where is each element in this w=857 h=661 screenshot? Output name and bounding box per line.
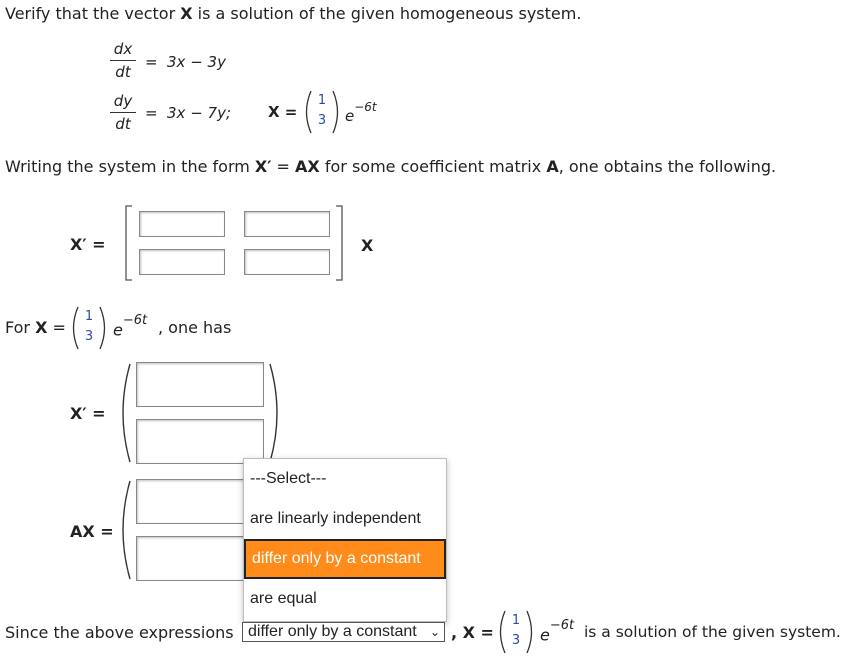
writing-xprime: X′	[254, 157, 272, 176]
conclusion-x	[451, 623, 494, 642]
for-suffix: , one has	[158, 318, 232, 337]
for-vector-entry-1: 1	[84, 309, 94, 324]
system-vector	[303, 89, 343, 135]
system-x-label: X =	[268, 103, 298, 121]
for-prefix: For	[5, 318, 36, 337]
dropdown-option-select[interactable]: ---Select---	[250, 470, 327, 487]
for-exp-power: −6t	[122, 313, 148, 328]
dt-denominator-2: dt	[115, 115, 131, 133]
conclusion-post: is a solution of the given system.	[584, 623, 841, 641]
writing-pre: Writing the system in the form	[5, 157, 255, 176]
matrix-a21-input[interactable]	[139, 249, 225, 275]
conclusion-x-text: , X =	[451, 623, 494, 642]
conclusion-pre: Since the above expressions	[5, 623, 234, 642]
matrix-a22-input[interactable]	[244, 249, 330, 275]
dy-dt-fraction	[110, 92, 136, 133]
conclusion-select[interactable]	[242, 622, 445, 642]
for-eq: =	[47, 318, 66, 337]
ax-label: AX =	[70, 522, 114, 541]
dy-numerator: dy	[113, 92, 133, 110]
writing-post: , one obtains the following.	[558, 157, 777, 176]
conclusion-vector	[497, 609, 537, 655]
matrix-a11-input[interactable]	[139, 211, 225, 237]
ax-entry-2-input[interactable]	[136, 536, 244, 581]
eq1-rhs: 3x − 3y	[167, 53, 226, 71]
select-current-value: differ only by a constant	[248, 623, 417, 640]
exp-base: e	[345, 107, 355, 125]
for-x-label	[5, 318, 66, 337]
writing-a: A	[546, 157, 559, 176]
eq2-equals: =	[145, 104, 158, 122]
ax-left-paren-icon	[118, 479, 134, 581]
dx-dt-fraction	[110, 40, 136, 81]
exp-power: −6t	[354, 100, 377, 114]
xprime-label: X′ =	[70, 404, 106, 423]
for-exp-base: e	[113, 320, 123, 340]
instruction-pre: Verify that the vector	[5, 4, 181, 23]
conclusion-exponential	[540, 618, 575, 645]
matrix-a12-input[interactable]	[244, 211, 330, 237]
chevron-down-icon: ⌄	[429, 625, 440, 639]
left-bracket-icon	[124, 204, 134, 282]
instruction-bold-x: X	[180, 4, 193, 23]
eq1-equals: =	[145, 53, 158, 71]
for-vector-entry-3: 3	[84, 329, 94, 344]
writing-ax: AX	[295, 157, 320, 176]
xprime-left-paren-icon	[118, 362, 134, 464]
matrix-lhs-label	[70, 235, 106, 254]
vector-entry-3: 3	[317, 113, 327, 128]
matrix-rhs-x: X	[361, 236, 374, 255]
xprime-right-paren-icon	[266, 362, 282, 464]
matrix-lhs-text: X′ =	[70, 235, 106, 254]
dropdown-option-differ-by-constant[interactable]: differ only by a constant	[244, 539, 446, 579]
for-x: X	[35, 318, 48, 337]
system-exponential	[345, 100, 377, 125]
instruction-post: is a solution of the given homogeneous system.	[192, 4, 582, 23]
ax-entry-1-input[interactable]	[136, 479, 244, 524]
conclusion-vector-entry-1: 1	[511, 613, 521, 628]
dx-numerator: dx	[113, 40, 133, 58]
for-vector	[70, 305, 110, 351]
conclusion-vector-entry-3: 3	[511, 633, 521, 648]
dropdown-option-linearly-independent[interactable]: are linearly independent	[250, 510, 421, 527]
writing-mid: for some coefficient matrix	[319, 157, 547, 176]
dropdown-options-list[interactable]	[243, 458, 447, 622]
dropdown-option-are-equal[interactable]: are equal	[250, 590, 317, 607]
writing-sentence	[5, 157, 776, 176]
instruction-text	[5, 4, 581, 23]
vector-entry-1: 1	[317, 93, 327, 108]
for-exponential	[113, 313, 148, 340]
eq2-rhs: 3x − 7y;	[167, 104, 231, 122]
writing-eq: =	[271, 157, 296, 176]
conclusion-exp-base: e	[540, 625, 550, 645]
dt-denominator: dt	[115, 63, 131, 81]
conclusion-exp-power: −6t	[549, 618, 575, 633]
xprime-entry-1-input[interactable]	[136, 362, 264, 407]
right-bracket-icon	[334, 204, 344, 282]
